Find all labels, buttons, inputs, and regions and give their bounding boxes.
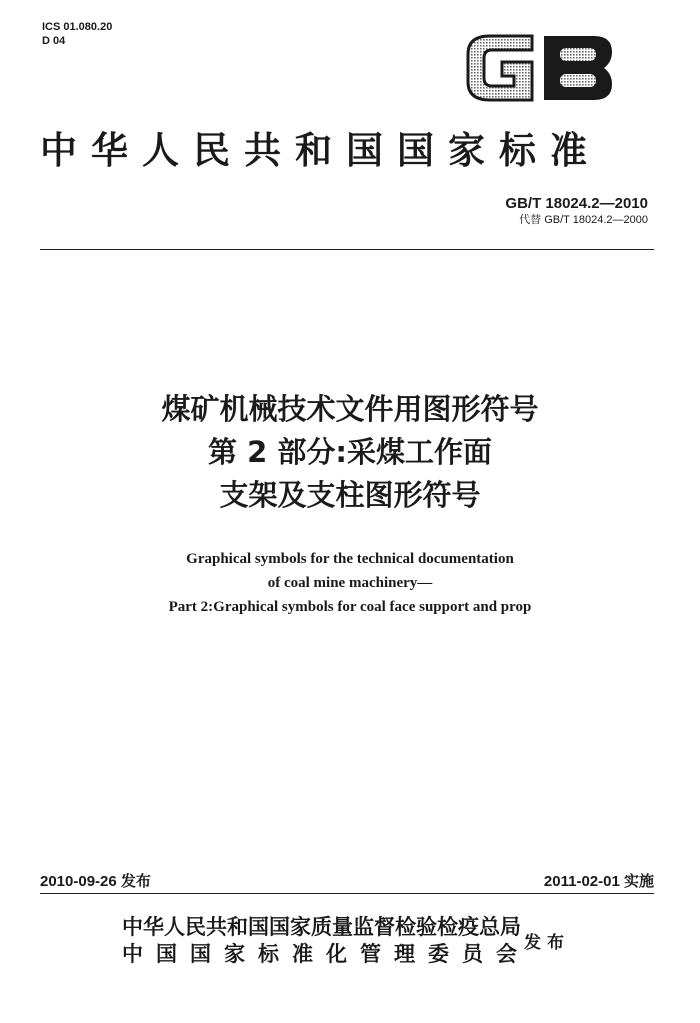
publish-label: 发布 (524, 933, 570, 953)
chinese-title (0, 388, 700, 517)
replaces-standard: 代替 GB/T 18024.2—2000 (519, 214, 648, 226)
standard-number: GB/T 18024.2—2010 (505, 195, 648, 212)
issue-date: 2010-09-26 发布 (40, 873, 151, 890)
english-title-line: Graphical symbols for the technical documentation (186, 551, 514, 567)
english-title (0, 547, 700, 619)
classification-codes (42, 20, 112, 48)
publisher-name: 中华人民共和国国家质量监督检验检疫总局 (122, 914, 521, 939)
english-title-line: Part 2:Graphical symbols for coal face support and prop (168, 599, 532, 615)
standard-number-block (505, 195, 648, 228)
chinese-title-line: 第 2 部分:采煤工作面 (208, 435, 492, 469)
date-row (40, 870, 654, 892)
ics-code: ICS 01.080.20 (42, 21, 113, 33)
implementation-date: 2011-02-01 实施 (543, 873, 654, 890)
english-title-line: of coal mine machinery— (267, 575, 433, 591)
ccs-code: D 04 (42, 35, 66, 47)
chinese-title-line: 支架及支柱图形符号 (219, 478, 481, 512)
header-divider (40, 249, 654, 250)
publisher-name: 中国国家标准化管理委员会 (122, 941, 530, 966)
footer-divider (40, 893, 654, 894)
national-standard-heading: 中华人民共和国国家标准 (40, 128, 601, 172)
publishers (122, 913, 530, 967)
chinese-title-line: 煤矿机械技术文件用图形符号 (161, 392, 539, 426)
gb-logo (462, 30, 618, 106)
